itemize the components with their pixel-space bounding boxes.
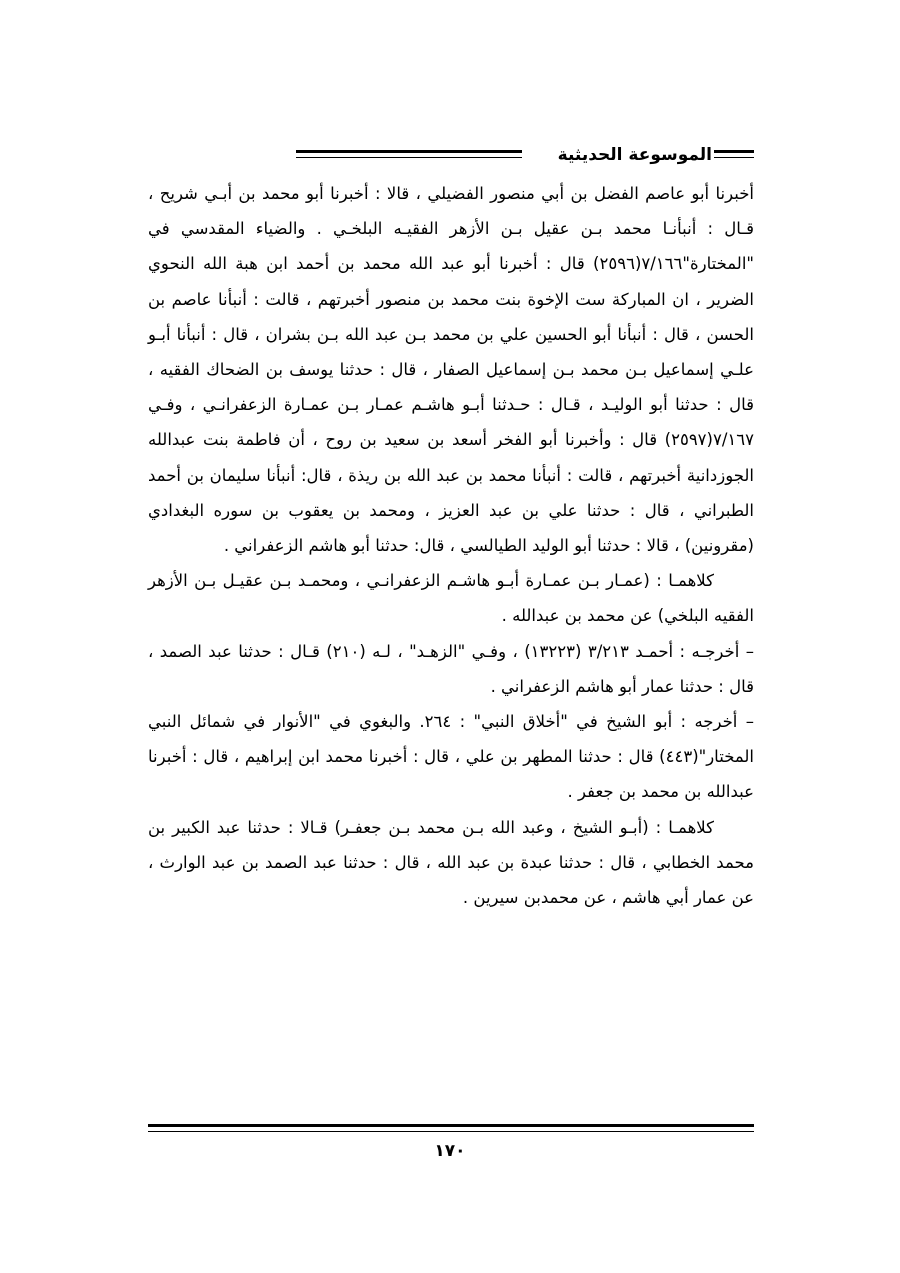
page-title: الموسوعة الحديثية bbox=[557, 145, 712, 165]
body-text bbox=[148, 176, 754, 915]
page-header bbox=[148, 140, 754, 170]
header-rule-left bbox=[296, 150, 522, 158]
header-rule-right bbox=[714, 150, 754, 158]
page-number: ١٧٠ bbox=[434, 1141, 466, 1161]
footer-rule bbox=[148, 1124, 754, 1132]
paragraph-3: – أخرجـه : أحمـد ٣/٢١٣ (١٣٢٢٣) ، وفـي "الزهـد" ، لـه (٢١٠) قـال : حدثنا عبد الصمد ، قال : حدثنا عمار أبو هاشم الزعفراني . bbox=[148, 641, 754, 696]
paragraph-2: كلاهمـا : (عمـار بـن عمـارة أبـو هاشـم الزعفرانـي ، ومحمـد بـن عقيـل بـن الأزهر الفقيه البلخي) عن محمد بن عبدالله . bbox=[148, 571, 754, 626]
paragraph-1: أخبرنا أبو عاصم الفضل بن أبي منصور الفضيلي ، قالا : أخبرنا أبو محمد بن أبـي شريح ، قـال : أنبأنـا محمد بـن عقيل بـن الأزهر الفقيـه البلخـي . والضياء المقدسي في "المختارة"٧/١٦٦(٢٥٩٦) قال : أخبرنا أبو عبد الله محمد بن أحمد ابن هبة الله النحوي الضرير ، ان المباركة ست الإخوة بنت محمد بن منصور أخبرتهم ، قالت : أنبأنا عاصم بن الحسن ، قال : أنبأنا أبو الحسين علي بن محمد بـن عبد الله بـن بشران ، قال : أنبأنا أبـو علـي إسماعيل بـن محمد بـن إسماعيل الصفار ، قال : حدثنا يوسف بن الضحاك الفقيه ، قال : حدثنا أبو الوليـد ، قـال : حـدثنا أبـو هاشـم عمـار بـن عمـارة الزعفرانـي ، وفـي ٧/١٦٧(٢٥٩٧) قال : وأخبرنا أبو الفخر أسعد بن سعيد بن روح ، أن فاطمة بنت عبدالله الجوزدانية أخبرتهم ، قالت : أنبأنا محمد بن عبد الله بن ريذة ، قال: أنبأنا سليمان بن أحمد الطبراني ، قال : حدثنا علي بن عبد العزيز ، ومحمد بن يعقوب بن سوره البغدادي (مقرونين) ، قالا : حدثنا أبو الوليد الطيالسي ، قال: حدثنا أبو هاشم الزعفراني . bbox=[148, 184, 754, 556]
paragraph-4: – أخرجه : أبو الشيخ في "أخلاق النبي" : ٢٦٤. والبغوي في "الأنوار في شمائل النبي المختار"(٤٤٣) قال : حدثنا المطهر بن علي ، قال : أخبرنا محمد ابن إبراهيم ، قال : أخبرنا عبدالله بن محمد بن جعفر . bbox=[148, 712, 754, 802]
paragraph-5: كلاهمـا : (أبـو الشيخ ، وعبد الله بـن محمد بـن جعفـر) قـالا : حدثنا عبد الكبير بن محمد الخطابي ، قال : حدثنا عبدة بن عبد الله ، قال : حدثنا عبد الصمد بن عبد الوارث ، عن عمار أبي هاشم ، عن محمدبن سيرين . bbox=[148, 817, 754, 908]
